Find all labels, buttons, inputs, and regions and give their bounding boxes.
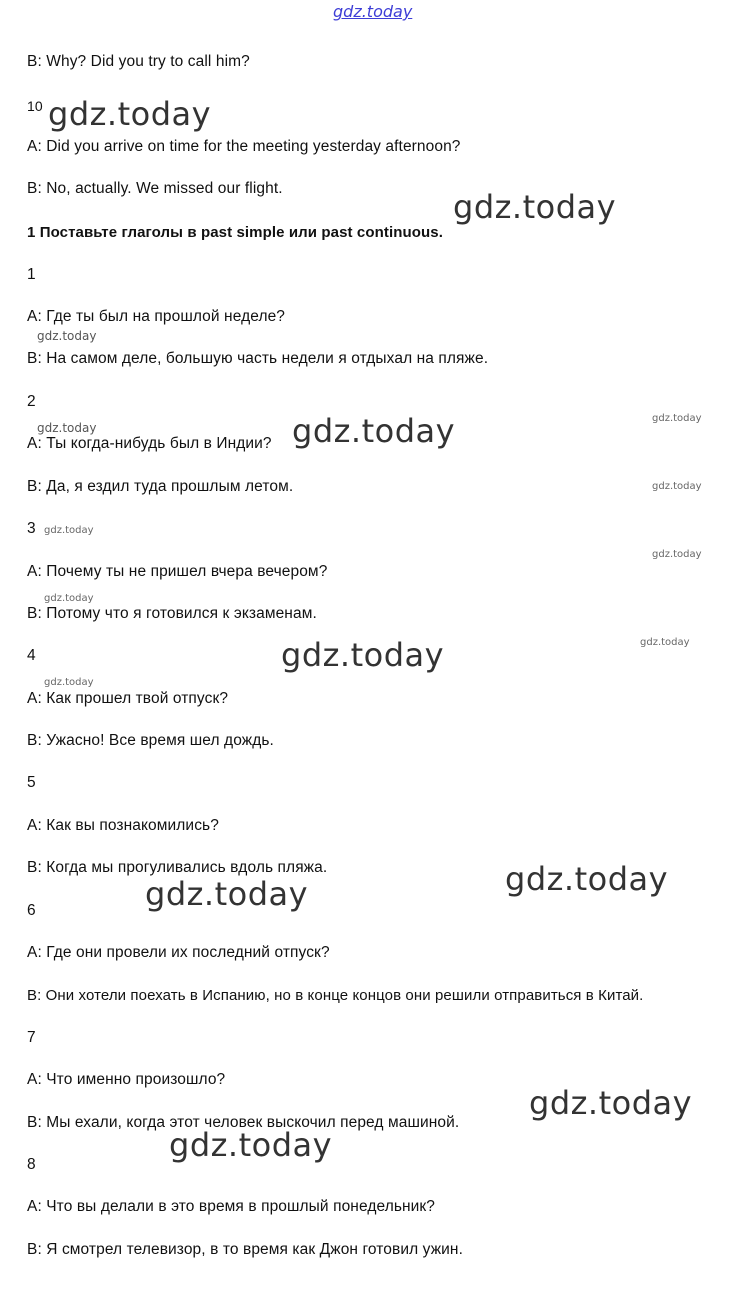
watermark: gdz.today [652, 413, 702, 424]
watermark: gdz.today [44, 525, 94, 536]
item-number: 8 [27, 1156, 36, 1173]
watermark: gdz.today [292, 412, 456, 450]
dialogue-line: A: Как прошел твой отпуск? [27, 690, 229, 707]
watermark: gdz.today [505, 860, 669, 898]
dialogue-line: A: Где они провели их последний отпуск? [27, 944, 330, 961]
exercise-heading: 1 Поставьте глаголы в past simple или past continuous. [27, 224, 443, 241]
dialogue-line: A: Почему ты не пришел вчера вечером? [27, 563, 328, 580]
watermark: gdz.today [37, 329, 97, 343]
watermark-top-link[interactable]: gdz.today [333, 2, 413, 21]
dialogue-line: B: Да, я ездил туда прошлым летом. [27, 478, 294, 495]
dialogue-line: A: Где ты был на прошлой неделе? [27, 308, 286, 325]
item-number: 6 [27, 902, 36, 919]
dialogue-line: B: Они хотели поехать в Испанию, но в конце концов они решили отправиться в Китай. [27, 987, 644, 1004]
dialogue-line: A: Did you arrive on time for the meeting yesterday afternoon? [27, 138, 461, 155]
watermark: gdz.today [453, 188, 617, 226]
item-number: 1 [27, 266, 36, 283]
watermark: gdz.today [169, 1126, 333, 1164]
dialogue-line: B: Ужасно! Все время шел дождь. [27, 732, 274, 749]
dialogue-line: B: Потому что я готовился к экзаменам. [27, 605, 317, 622]
item-number: 7 [27, 1029, 36, 1046]
dialogue-line: B: Мы ехали, когда этот человек выскочил перед машиной. [27, 1114, 460, 1131]
item-number: 2 [27, 393, 36, 410]
dialogue-line: A: Ты когда-нибудь был в Индии? [27, 435, 272, 452]
watermark: gdz.today [44, 593, 94, 604]
watermark: gdz.today [640, 637, 690, 648]
dialogue-line: A: Как вы познакомились? [27, 817, 219, 834]
item-number: 10 [27, 98, 43, 114]
dialogue-line: A: Что вы делали в это время в прошлый понедельник? [27, 1198, 436, 1215]
dialogue-line: A: Что именно произошло? [27, 1071, 226, 1088]
watermark: gdz.today [37, 421, 97, 435]
watermark: gdz.today [529, 1084, 693, 1122]
dialogue-line: B: Когда мы прогуливались вдоль пляжа. [27, 859, 328, 876]
item-number: 3 [27, 520, 36, 537]
dialogue-line: B: No, actually. We missed our flight. [27, 180, 283, 197]
watermark: gdz.today [652, 549, 702, 560]
item-number: 5 [27, 774, 36, 791]
dialogue-line: B: Я смотрел телевизор, в то время как Джон готовил ужин. [27, 1241, 463, 1258]
watermark: gdz.today [48, 95, 212, 133]
dialogue-line: B: На самом деле, большую часть недели я отдыхал на пляже. [27, 350, 489, 367]
watermark: gdz.today [145, 875, 309, 913]
item-number: 4 [27, 647, 36, 664]
dialogue-line: B: Why? Did you try to call him? [27, 53, 250, 70]
watermark: gdz.today [652, 481, 702, 492]
watermark: gdz.today [281, 636, 445, 674]
watermark: gdz.today [44, 677, 94, 688]
